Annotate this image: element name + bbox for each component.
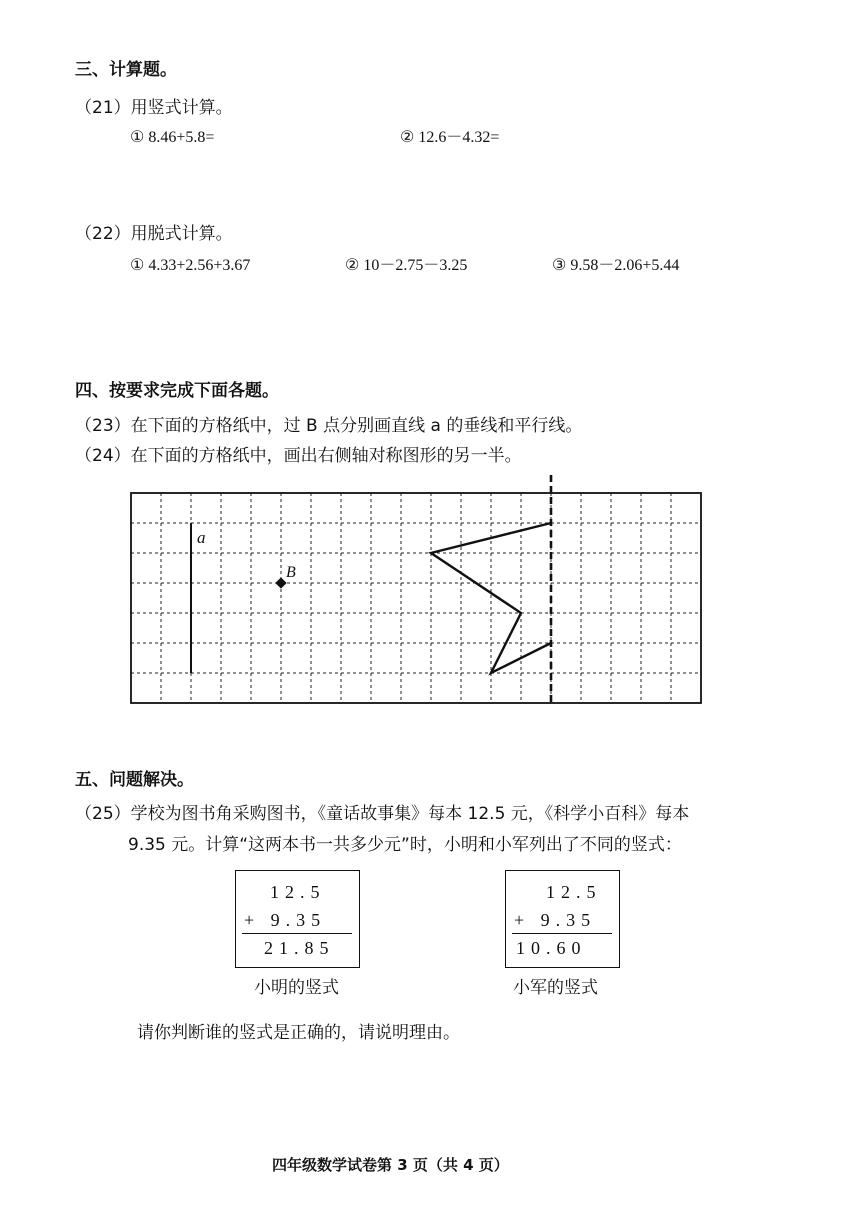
q21-label: （21）用竖式计算。 [75,98,233,118]
q25-line-1: （25）学校为图书角采购图书，《童话故事集》每本 12.5 元，《科学小百科》每本 [75,804,690,824]
xiaojun-sum-rule [512,933,612,934]
q23-text: （23）在下面的方格纸中，过 B 点分别画直线 a 的垂线和平行线。 [75,416,583,436]
section3-heading: 三、计算题。 [75,60,177,80]
point-b [275,577,286,588]
line-a-label: a [197,528,206,547]
grid-lines [131,493,701,703]
q22-item-2: ② 10－2.75－3.25 [345,257,468,274]
q25-prompt: 请你判断谁的竖式是正确的，请说明理由。 [137,1023,460,1043]
xiaoming-row-3: 21.85 [264,938,335,958]
xiaojun-caption: 小军的竖式 [513,978,598,998]
section4-heading: 四、按要求完成下面各题。 [75,381,279,401]
xiaoming-caption: 小明的竖式 [254,978,339,998]
q22-item-3: ③ 9.58－2.06+5.44 [552,257,680,274]
q24-text: （24）在下面的方格纸中，画出右侧轴对称图形的另一半。 [75,446,522,466]
xiaoming-row-2: + 9.35 [244,910,327,930]
xiaojun-row-2: + 9.35 [514,910,597,930]
page-footer: 四年级数学试卷第 3 页（共 4 页） [272,1156,509,1174]
xiaoming-sum-rule [242,933,352,934]
xiaoming-row-1: 12.5 [270,882,326,902]
xiaojun-row-1: 12.5 [546,882,602,902]
point-b-label: B [286,564,296,581]
q25-line-2: 9.35 元。计算“这两本书一共多少元”时，小明和小军列出了不同的竖式： [128,835,682,855]
section5-heading: 五、问题解决。 [75,770,194,790]
q22-item-1: ① 4.33+2.56+3.67 [130,257,251,274]
xiaojun-vertical-box [505,870,620,968]
grid-frame [131,493,701,703]
q21-item-1: ① 8.46+5.8= [130,129,215,146]
xiaoming-vertical-box [235,870,360,968]
q22-label: （22）用脱式计算。 [75,224,233,244]
xiaojun-row-3: 10.60 [516,938,587,958]
q21-item-2: ② 12.6－4.32= [400,129,500,146]
